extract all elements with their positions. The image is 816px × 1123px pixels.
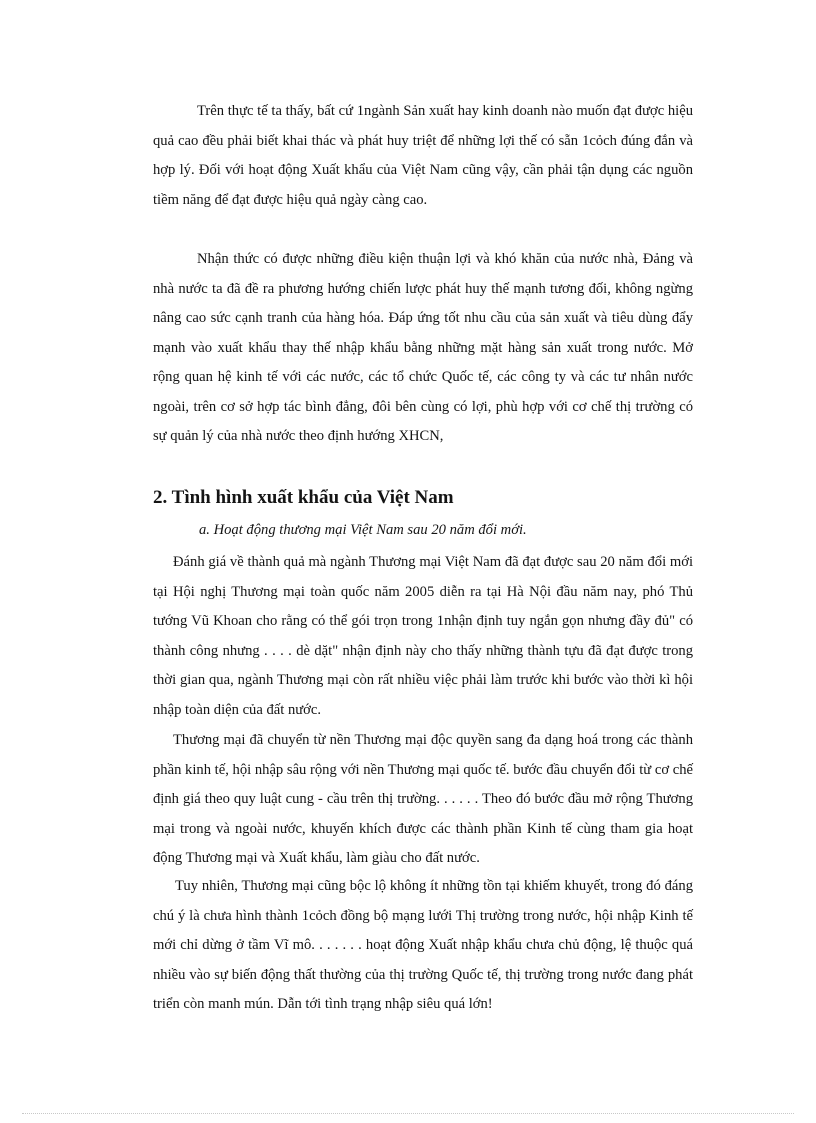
intro-paragraph-1: Trên thực tế ta thấy, bất cứ 1ngành Sản xuất hay kinh doanh nào muốn đạt được hiệu quả cao đều phải biết khai thác và phát huy triệt để những lợi thế có sẵn 1cỏch đúng đắn và hợp lý. Đối với hoạt động Xuất khẩu của Việt Nam cũng vậy, cần phải tận dụng các nguồn tiềm năng để đạt được hiệu quả ngày càng cao. [153,103,693,208]
section-subheading: a. Hoạt động thương mại Việt Nam sau 20 năm đổi mới. [199,522,527,538]
section-paragraph-1: Đánh giá về thành quả mà ngành Thương mại Việt Nam đã đạt được sau 20 năm đổi mới tại Hội nghị Thương mại toàn quốc năm 2005 diễn ra tại Hà Nội đầu năm nay, phó Thủ tướng Vũ Khoan cho rằng có thể gói trọn trong 1nhận định tuy ngắn gọn nhưng đầy đủ" có thành công nhưng . . . . dè dặt" nhận định này cho thấy những thành tựu đã đạt được trong thời gian qua, ngành Thương mại còn rất nhiều việc phải làm trước khi bước vào thời kì hội nhập toàn diện của đất nước. [153,554,693,718]
intro-paragraph-2: Nhận thức có được những điều kiện thuận lợi và khó khăn của nước nhà, Đảng và nhà nước ta đã đề ra phương hướng chiến lược phát huy thế mạnh tương đối, không ngừng nâng cao sức cạnh tranh của hàng hóa. Đáp ứng tốt nhu cầu của sản xuất và tiêu dùng đẩy mạnh vào xuất khẩu thay thế nhập khẩu bằng những mặt hàng sản xuất trong nước. Mở rộng quan hệ kinh tế với các nước, các tổ chức Quốc tế, các công ty và các tư nhân nước ngoài, trên cơ sở hợp tác bình đẳng, đôi bên cùng có lợi, phù hợp với cơ chế thị trường có sự quản lý của nhà nước theo định hướng XHCN, [153,251,693,444]
section-paragraph-3: Tuy nhiên, Thương mại cũng bộc lộ không ít những tồn tại khiếm khuyết, trong đó đáng chú ý là chưa hình thành 1cỏch đồng bộ mạng lưới Thị trường trong nước, hội nhập Kinh tế mới chỉ dừng ở tầm Vĩ mô. . . . . . . hoạt động Xuất nhập khẩu chưa chủ động, lệ thuộc quá nhiều vào sự biến động thất thường của thị trường Quốc tế, thị trường trong nước đang phát triển còn manh mún. Dẫn tới tình trạng nhập siêu quá lớn! [153,878,693,1012]
section-paragraph-2: Thương mại đã chuyển từ nền Thương mại độc quyền sang đa dạng hoá trong các thành phần kinh tế, hội nhập sâu rộng với nền Thương mại quốc tế. bước đầu chuyển đổi từ cơ chế định giá theo quy luật cung - cầu trên thị trường. . . . . . Theo đó bước đầu mở rộng Thương mại trong và ngoài nước, khuyến khích được các thành phần Kinh tế cùng tham gia hoạt động Thương mại và Xuất khẩu, làm giàu cho đất nước. [153,732,693,866]
page-footer-divider [22,1113,794,1114]
section-heading: 2. Tình hình xuất khẩu của Việt Nam [153,487,454,508]
